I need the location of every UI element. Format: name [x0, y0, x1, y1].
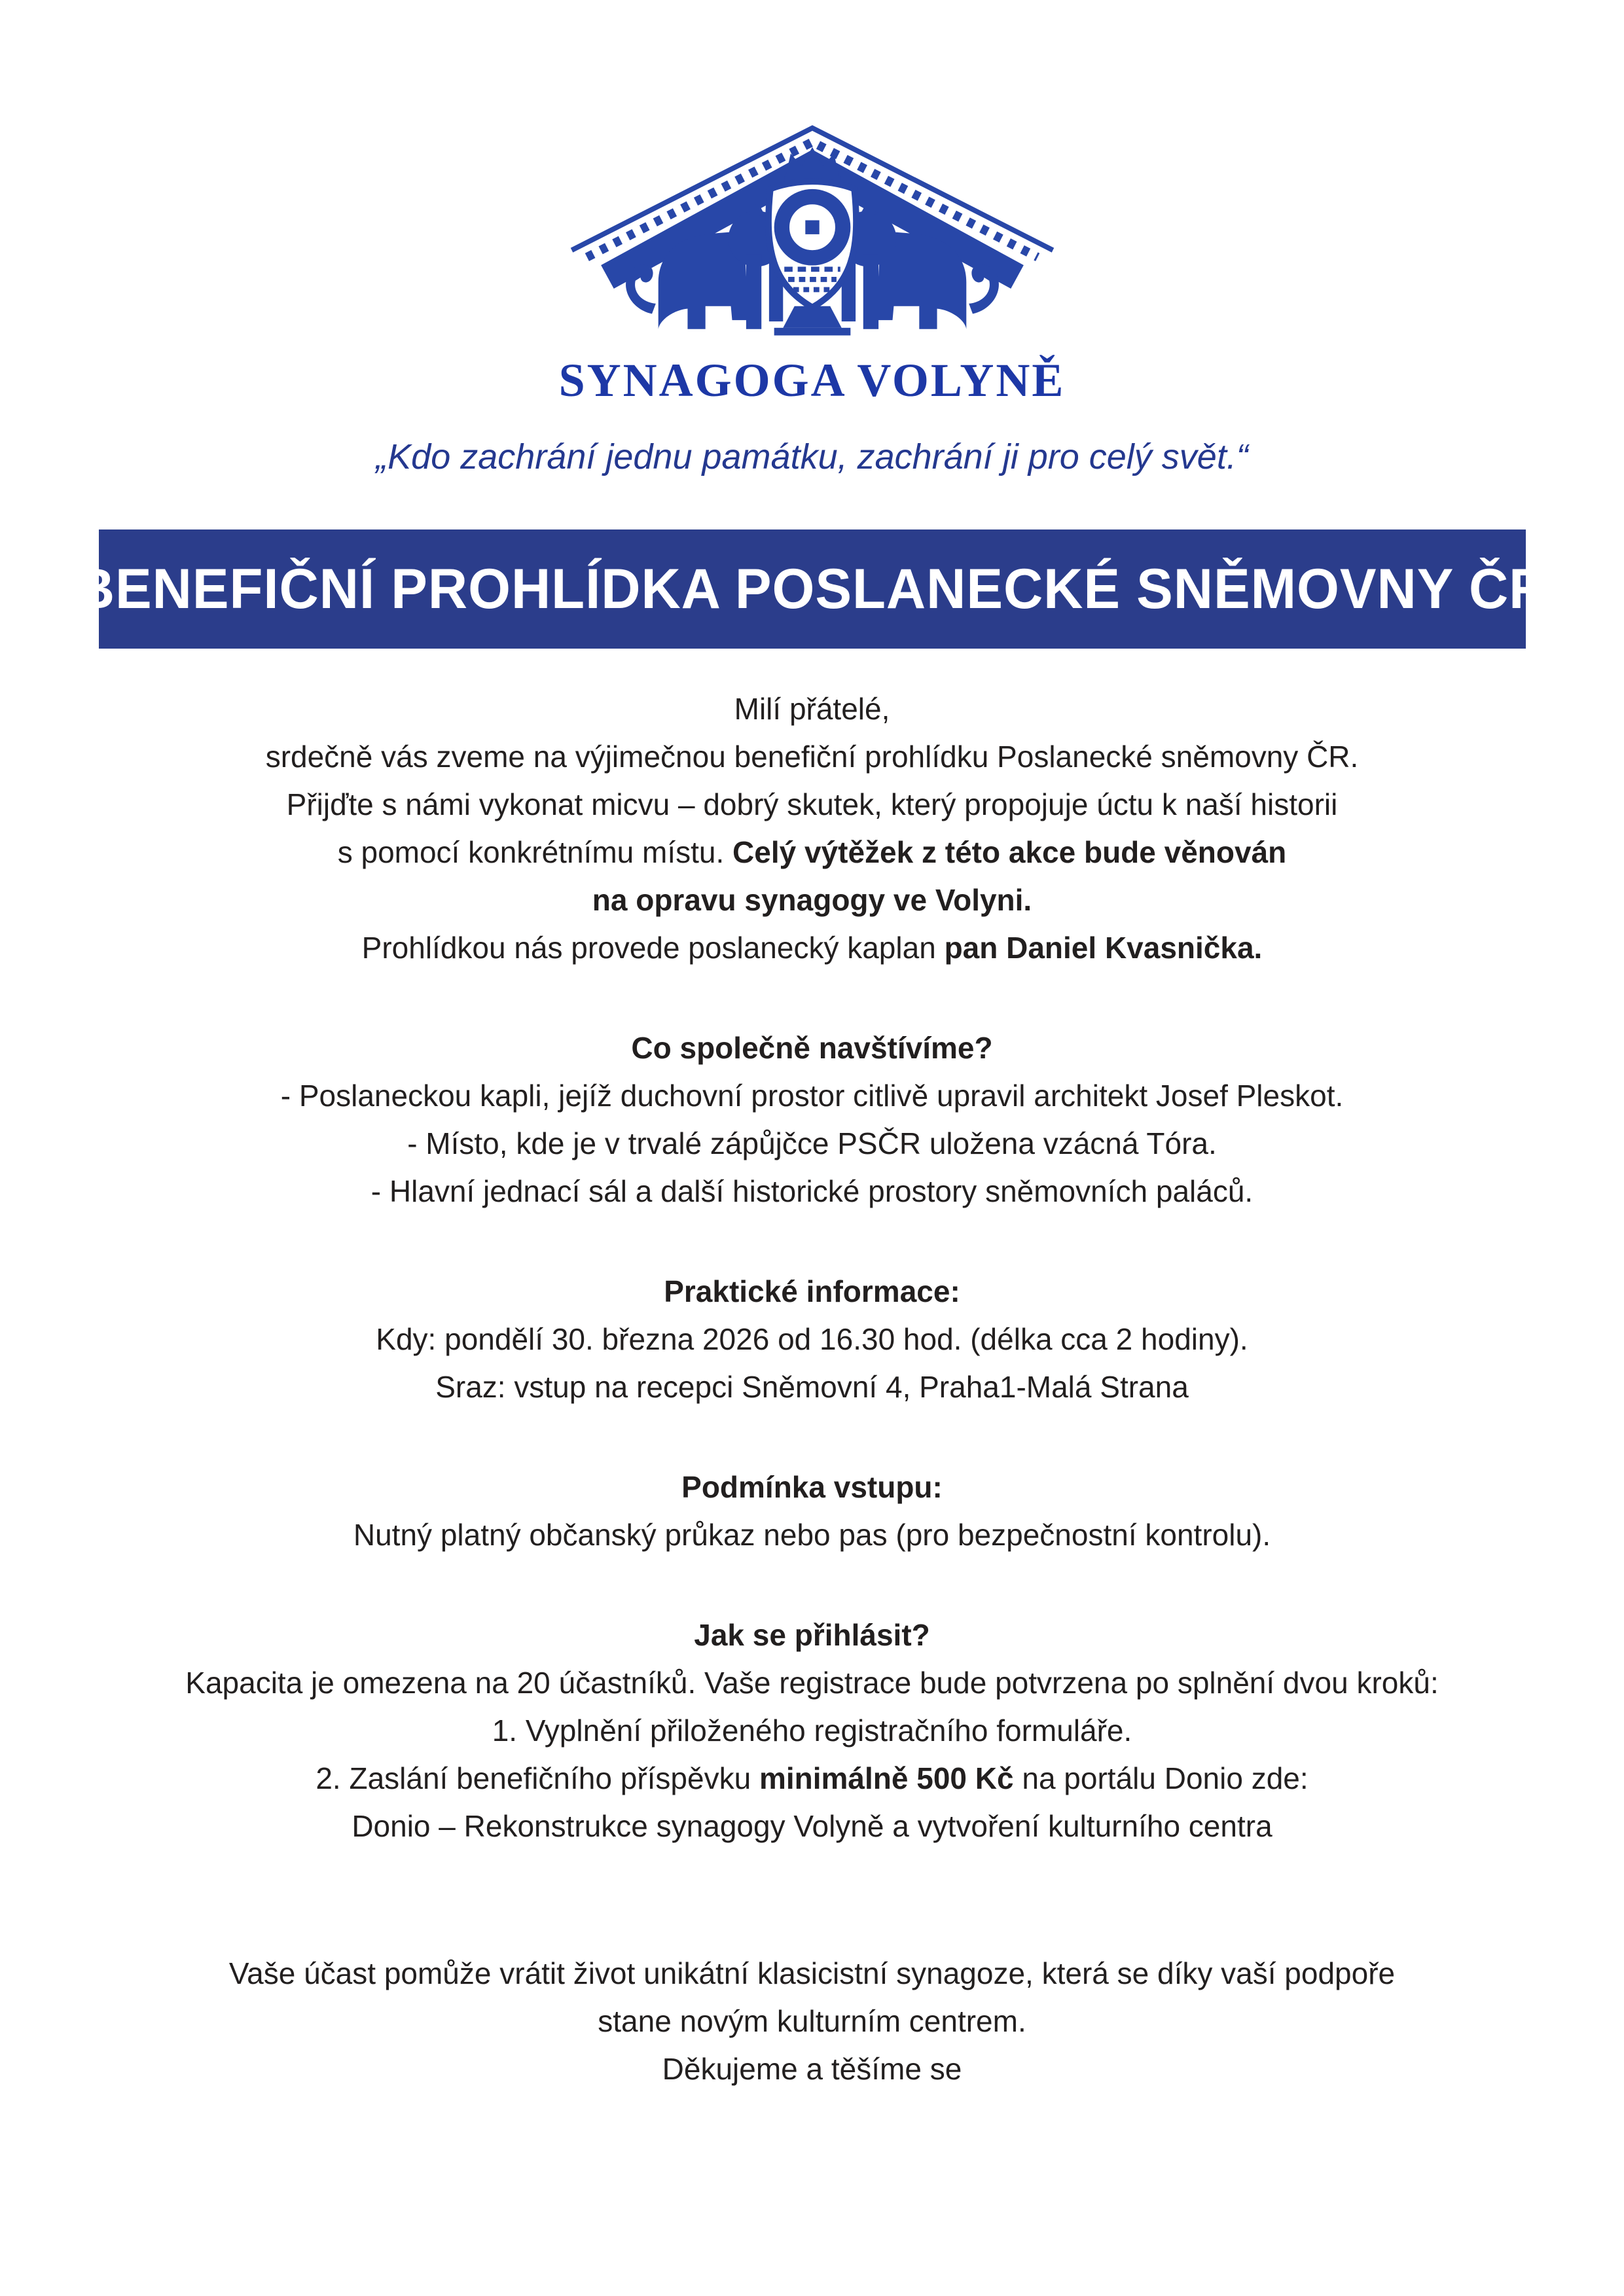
entry-condition-section	[0, 1463, 1624, 1559]
minimum-donation: minimálně 500 Kč	[759, 1761, 1014, 1795]
practical-when: Kdy: pondělí 30. března 2026 od 16.30 hod. (délka cca 2 hodiny).	[376, 1322, 1248, 1356]
event-title-banner	[75, 529, 1549, 649]
intro-line: Milí přátelé,	[734, 692, 890, 726]
flyer-body	[0, 685, 1624, 2093]
intro-line: Přijďte s námi vykonat micvu – dobrý skutek, který propojuje úctu k naší historii	[286, 787, 1338, 821]
entry-condition-text: Nutný platný občanský průkaz nebo pas (pro bezpečnostní kontrolu).	[353, 1518, 1271, 1552]
event-title: BENEFIČNÍ PROHLÍDKA POSLANECKÉ SNĚMOVNY ČR	[75, 557, 1549, 620]
signup-heading: Jak se přihlásit?	[694, 1618, 930, 1652]
intro-section	[0, 685, 1624, 972]
intro-line-bold-text: Celý výtěžek z této akce bude věnován	[732, 835, 1287, 869]
intro-line	[0, 829, 1624, 876]
intro-line	[0, 924, 1624, 972]
synagogue-pediment-lions-emblem-icon	[557, 118, 1068, 347]
signup-step2	[0, 1755, 1624, 1803]
practical-meeting-point: Sraz: vstup na recepci Sněmovní 4, Praha1-Malá Strana	[435, 1370, 1189, 1404]
motto-quote: „Kdo zachrání jednu památku, zachrání ji pro celý svět.“	[376, 437, 1248, 476]
practical-heading: Praktické informace:	[664, 1274, 960, 1308]
visit-item: - Hlavní jednací sál a další historické prostory sněmovních paláců.	[370, 1174, 1254, 1208]
closing-section	[0, 1950, 1624, 2093]
signup-step2-text: na portálu Donio zde:	[1013, 1761, 1308, 1795]
intro-line: na opravu synagogy ve Volyni.	[592, 883, 1032, 917]
signup-section	[0, 1611, 1624, 1850]
intro-line-text: .	[1254, 931, 1263, 965]
entry-condition-heading: Podmínka vstupu:	[681, 1470, 943, 1504]
visit-item: - Poslaneckou kapli, jejíž duchovní prostor citlivě upravil architekt Josef Pleskot.	[280, 1079, 1344, 1113]
signup-step1: 1. Vyplnění přiloženého registračního formuláře.	[492, 1713, 1132, 1748]
signup-capacity: Kapacita je omezena na 20 účastníků. Vaše registrace bude potvrzena po splnění dvou kroků:	[185, 1666, 1439, 1700]
practical-info-section	[0, 1268, 1624, 1411]
thanks-line: Děkujeme a těšíme se	[662, 2052, 962, 2086]
signup-step2-text: 2. Zaslání benefičního příspěvku	[316, 1761, 759, 1795]
closing-line: Vaše účast pomůže vrátit život unikátní klasicistní synagoze, která se díky vaší podpoře	[228, 1956, 1396, 1990]
intro-line: srdečně vás zveme na výjimečnou benefiční prohlídku Poslanecké sněmovny ČR.	[265, 740, 1359, 774]
intro-line-text: s pomocí konkrétnímu místu.	[337, 835, 733, 869]
visit-section	[0, 1024, 1624, 1215]
visit-heading: Co společně navštívíme?	[631, 1031, 993, 1065]
brand-title: SYNAGOGA VOLYNĚ	[558, 354, 1066, 406]
donio-link[interactable]: Donio – Rekonstrukce synagogy Volyně a vytvoření kulturního centra	[352, 1809, 1272, 1843]
chaplain-name: pan Daniel Kvasnička	[944, 931, 1254, 965]
logo-block	[0, 0, 1624, 408]
closing-line: stane novým kulturním centrem.	[598, 2004, 1026, 2038]
intro-line-text: Prohlídkou nás provede poslanecký kaplan	[361, 931, 945, 965]
visit-item: - Místo, kde je v trvalé zápůjčce PSČR uložena vzácná Tóra.	[407, 1126, 1217, 1160]
